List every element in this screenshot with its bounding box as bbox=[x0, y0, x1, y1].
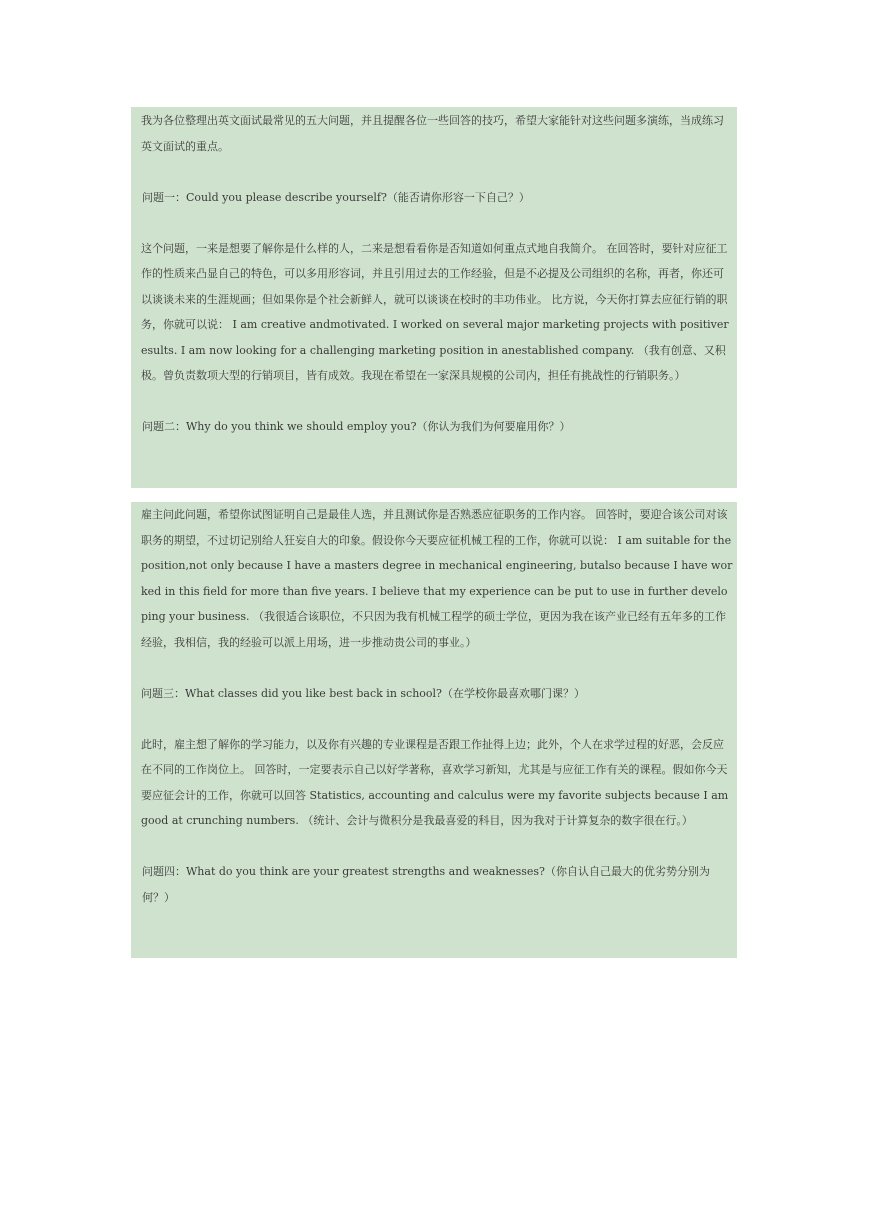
answer-3: 此时，雇主想了解你的学习能力，以及你有兴趣的专业课程是否跟工作扯得上边；此外，个人在求学过程的好恶，会反应在不同的工作岗位上。 回答时，一定要表示自己以好学著称，喜欢学习新知，尤其是与应征工作有关的课程。假如你今天要应征会计的工作，你就可以回答 Statistics, accounting and calculus were my favorite subjects because I am good at crunching numbers. （统计、会计与微积分是我最喜爱的科目，因为我对于计算复杂的数字很在行。） bbox=[141, 737, 729, 827]
question-2: 问题二：Why do you think we should employ you?（你认为我们为何要雇用你？） bbox=[142, 420, 571, 433]
paragraph-gap bbox=[141, 706, 733, 732]
paragraph-gap bbox=[141, 834, 733, 860]
paragraph-gap bbox=[141, 210, 733, 236]
answer-2: 雇主问此问题，希望你试图证明自己是最佳人选，并且测试你是否熟悉应征职务的工作内容。 回答时，要迎合该公司对该职务的期望，不过切记别给人狂妄自大的印象。假设你今天要应征机械工程的工作，你就可以说： I am suitable for the position,not only because I have a masters degree in mechanical engineering, butalso because I have worked in this field for more than five years. I believe that my experience can be put to use in further developing your business. （我很适合该职位，不只因为我有机械工程学的硕士学位，更因为我在该产业已经有五年多的工作经验，我相信，我的经验可以派上用场，进一步推动贵公司的事业。） bbox=[141, 508, 733, 649]
intro-paragraph: 我为各位整理出英文面试最常见的五大问题，并且提醒各位一些回答的技巧，希望大家能针对这些问题多演练，当成练习英文面试的重点。 bbox=[141, 114, 724, 153]
text-block-1 bbox=[131, 107, 737, 488]
paragraph-gap bbox=[141, 389, 733, 415]
question-3: 问题三：What classes did you like best back in school?（在学校你最喜欢哪门课？） bbox=[141, 686, 585, 700]
answer-1: 这个问题，一来是想要了解你是什么样的人，二来是想看看你是否知道如何重点式地自我简介。 在回答时，要针对应征工作的性质来凸显自己的特色，可以多用形容词，并且引用过去的工作经验，但是不必提及公司组织的名称，再者，你还可以谈谈未来的生涯规画；但如果你是个社会新鲜人，就可以谈谈在校时的丰功伟业。 比方说，今天你打算去应征行销的职务，你就可以说： I am creative andmotivated. I worked on several major marketing projects with positiveresults. I am now looking for a challenging marketing position in anestablished company. （我有创意、又积极。曾负责数项大型的行销项目，皆有成效。我现在希望在一家深具规模的公司内，担任有挑战性的行销职务。） bbox=[141, 241, 729, 382]
paragraph-gap bbox=[141, 655, 733, 681]
text-block-2 bbox=[131, 502, 737, 958]
question-1: 问题一：Could you please describe yourself?（能否请你形容一下自己？） bbox=[142, 190, 530, 204]
paragraph-gap bbox=[141, 159, 733, 185]
question-4: 问题四：What do you think are your greatest strengths and weaknesses?（你自认自己最大的优劣势分别为何？） bbox=[142, 865, 710, 904]
